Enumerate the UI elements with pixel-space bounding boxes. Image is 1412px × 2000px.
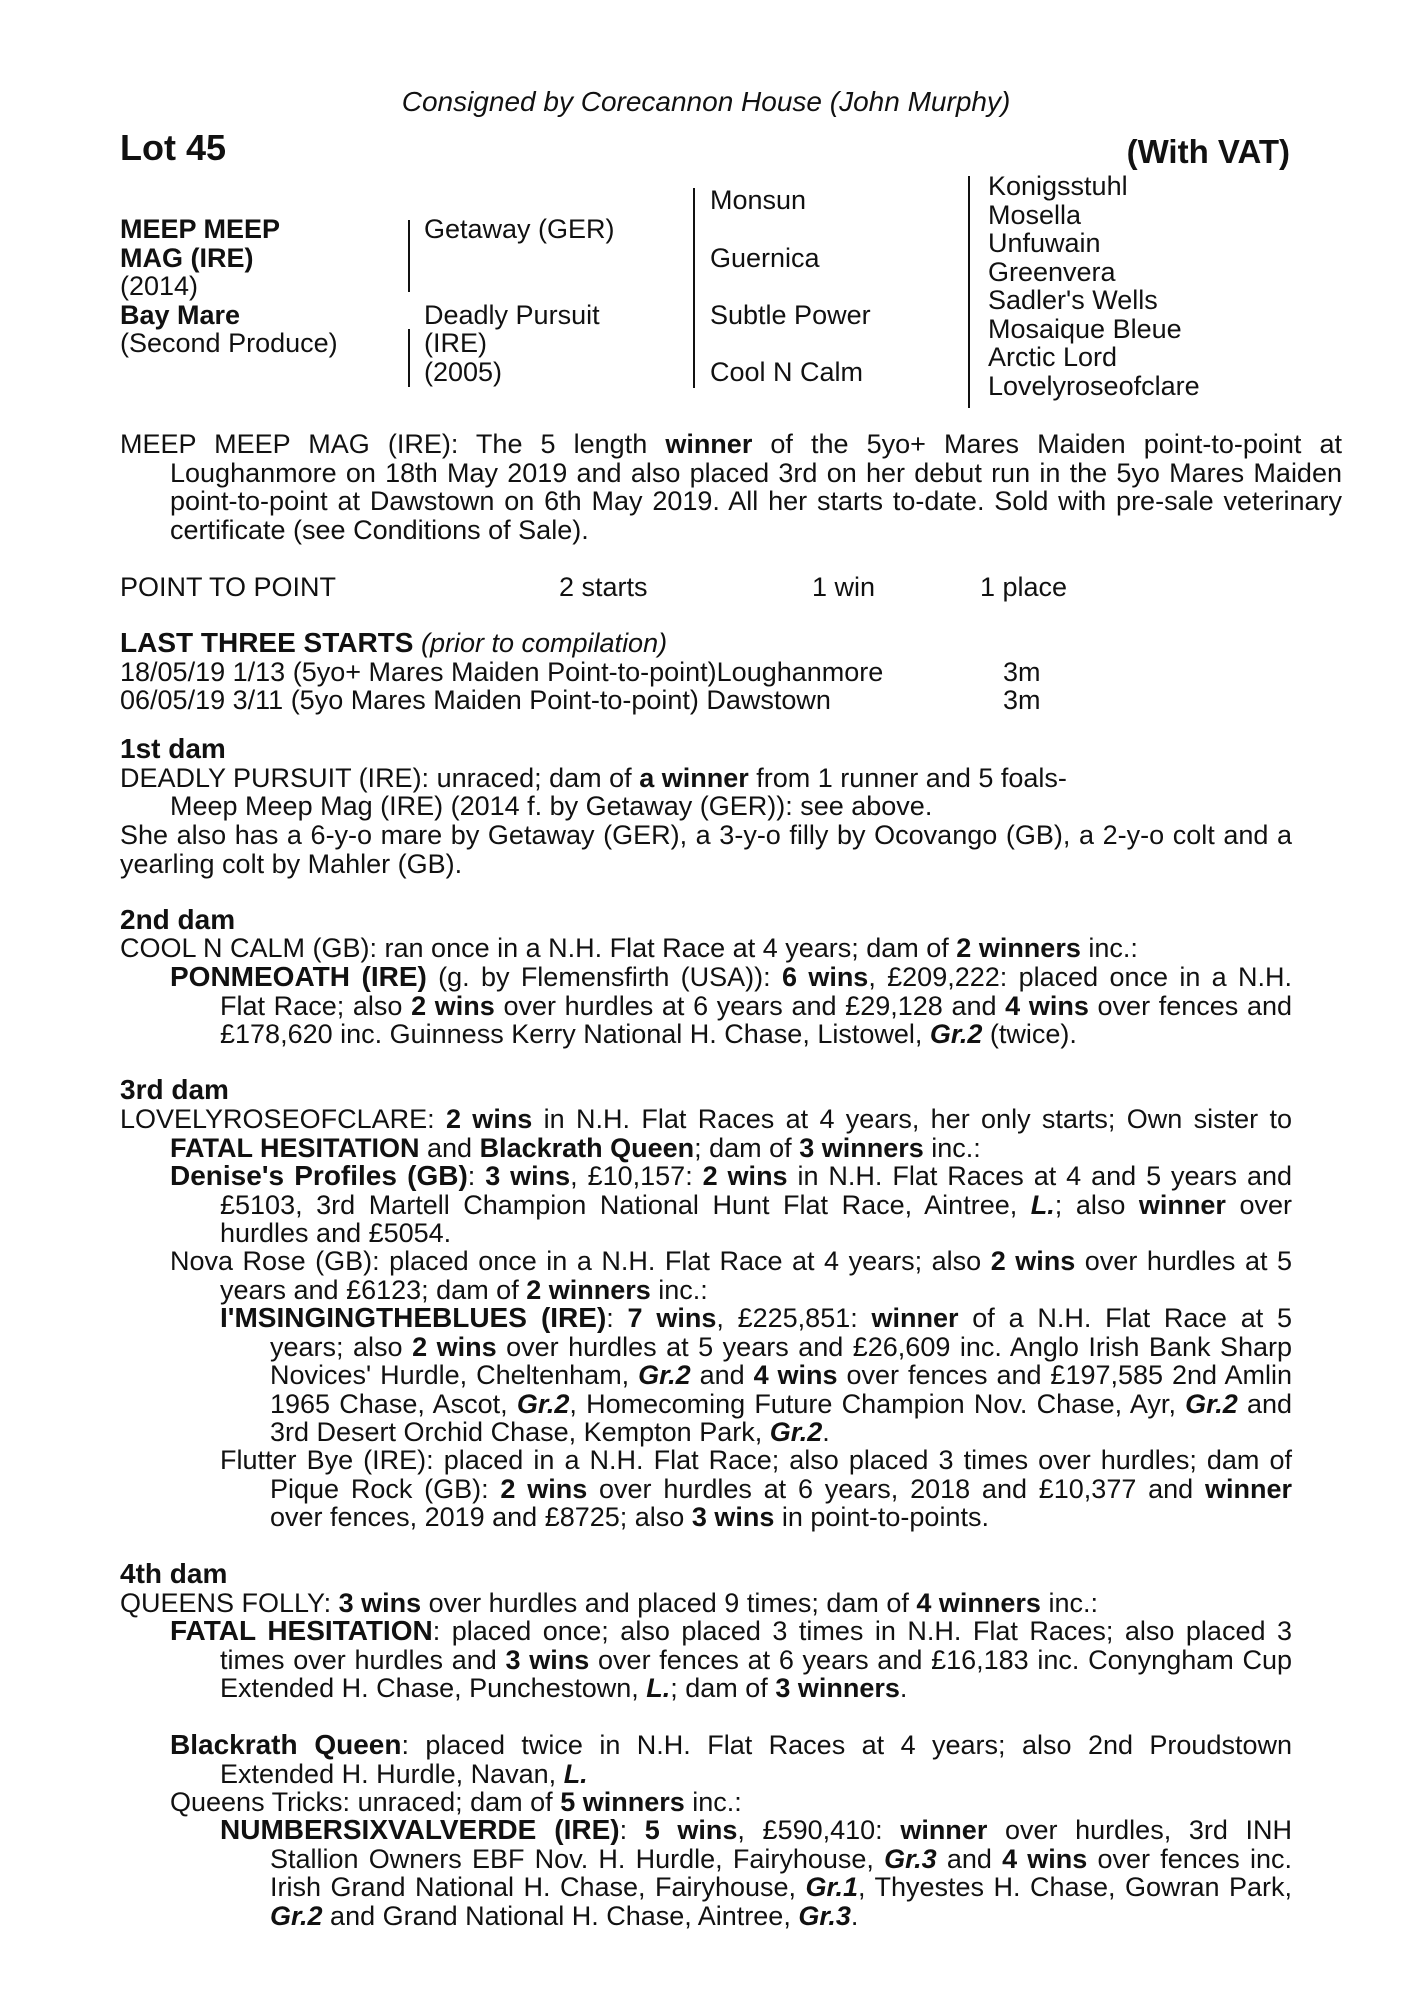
text-bold: 3 winners xyxy=(775,1673,900,1703)
pedigree-gen4: Greenvera xyxy=(988,257,1116,287)
text-bold: 5 wins xyxy=(644,1815,738,1845)
text: COOL N CALM (GB): ran once in a N.H. Flat Race at 4 years; dam of xyxy=(120,933,957,963)
progeny-blackrath-queen xyxy=(170,1729,1293,1789)
pedigree-gen4: Mosella xyxy=(988,200,1082,230)
text: inc.: xyxy=(923,1132,981,1163)
pedigree-gen4: Arctic Lord xyxy=(988,342,1118,372)
text: (g. by Flemensfirth (USA)): xyxy=(426,962,782,992)
text-bold: FATAL HESITATION xyxy=(170,1615,433,1646)
text-bold: NUMBERSIXVALVERDE (IRE) xyxy=(220,1814,620,1845)
dam-year: (2005) xyxy=(424,357,503,387)
last-three-note: (prior to compilation) xyxy=(421,628,668,658)
grade: L. xyxy=(1030,1189,1055,1220)
fourth-dam-line xyxy=(120,1589,1292,1618)
start-date: 06/05/19 xyxy=(120,685,226,715)
summary-winner: winner xyxy=(665,429,753,459)
text: over hurdles at 6 years, 2018 and £10,377 and xyxy=(587,1473,1205,1504)
first-dam-other-produce: She also has a 6-y-o mare by Getaway (GER), a 3-y-o filly by Ocovango (GB), a 2-y-o colt and a yearling colt by Mahler (GB). xyxy=(120,820,1292,879)
progeny-nova-rose xyxy=(170,1246,1293,1305)
first-dam-line xyxy=(120,764,1292,793)
text: and xyxy=(690,1360,754,1390)
text: in N.H. Flat Races at 4 and 5 years and £5103, 3rd Martell Champion National Hunt Flat Race, Aintree, xyxy=(220,1161,1292,1220)
text: inc.: xyxy=(1080,933,1138,963)
second-dam-heading: 2nd dam xyxy=(120,904,236,935)
text-bold: 2 wins xyxy=(702,1161,788,1191)
text: ; dam of xyxy=(694,1132,800,1163)
first-dam-produce: Meep Meep Mag (IRE) (2014 f. by Getaway (GER)): see above. xyxy=(170,791,933,821)
text: from 1 runner and 5 foals- xyxy=(748,763,1067,793)
text-bold: 2 wins xyxy=(412,1331,497,1362)
grade: Gr.3 xyxy=(798,1900,851,1931)
text: in point-to-points. xyxy=(774,1502,989,1532)
vat-note: (With VAT) xyxy=(1126,133,1290,170)
start-row xyxy=(120,658,883,687)
start-race: (5yo+ Mares Maiden Point-to-point) xyxy=(292,657,717,687)
text: over hurdles, 3rd INH Stallion Owners EBF Nov. H. Hurdle, Fairyhouse, xyxy=(270,1815,1292,1874)
text: Flutter Bye (IRE): placed in a N.H. Flat Race; also placed 3 times over hurdles; dam of Pique Rock (GB): xyxy=(220,1445,1292,1504)
start-distance: 3m xyxy=(1003,657,1041,687)
lot-number: Lot 45 xyxy=(120,127,227,168)
text: of a N.H. Flat Race at 5 years; also xyxy=(270,1303,1292,1362)
record-starts: 2 starts xyxy=(559,572,648,602)
start-date: 18/05/19 xyxy=(120,657,226,687)
record-label: POINT TO POINT xyxy=(120,572,337,602)
start-race: (5yo Mares Maiden Point-to-point) xyxy=(290,685,699,715)
progeny-flutter-bye xyxy=(220,1445,1292,1532)
text: over fences at 6 years and £16,183 inc. Conyngham Cup Extended H. Chase, Punchestown, xyxy=(220,1644,1292,1703)
start-position: 1/13 xyxy=(232,657,286,687)
text: and xyxy=(936,1843,1003,1874)
text-bold: 2 wins xyxy=(500,1473,588,1504)
text-bold: 3 wins xyxy=(485,1161,571,1191)
text: over hurdles at 6 years and £29,128 and xyxy=(494,990,1006,1021)
pedigree-gen3: Guernica xyxy=(710,243,820,273)
text: DEADLY PURSUIT (IRE): unraced; dam of xyxy=(120,763,640,793)
text-bold: 3 wins xyxy=(691,1502,775,1532)
text-bold: 2 winners xyxy=(526,1274,651,1305)
text: (twice). xyxy=(982,1019,1077,1049)
text-bold: winner xyxy=(1204,1473,1292,1504)
sire: Getaway (GER) xyxy=(424,214,615,244)
dam: Deadly Pursuit xyxy=(424,300,600,330)
grade: Gr.2 xyxy=(769,1417,823,1447)
pedigree-divider xyxy=(693,188,695,388)
text: . xyxy=(850,1900,859,1931)
text-bold: a winner xyxy=(639,763,749,793)
text-bold: PONMEOATH (IRE) xyxy=(170,961,427,992)
pedigree-gen4: Unfuwain xyxy=(988,228,1101,258)
consignor-line: Consigned by Corecannon House (John Murphy) xyxy=(401,86,1011,117)
grade: Gr.2 xyxy=(929,1019,983,1049)
progeny-fatal-hesitation xyxy=(170,1615,1292,1703)
pedigree-divider xyxy=(408,329,410,387)
start-distance: 3m xyxy=(1003,685,1041,715)
text-bold: 4 wins xyxy=(753,1360,838,1390)
text: over fences inc. Irish Grand National H. Chase, Fairyhouse, xyxy=(270,1843,1293,1902)
pedigree-gen4: Konigsstuhl xyxy=(988,171,1128,201)
text: ; dam of xyxy=(670,1673,776,1703)
text: over fences and £197,585 2nd Amlin 1965 Chase, Ascot, xyxy=(270,1360,1292,1419)
text: inc.: xyxy=(684,1787,742,1817)
grade: Gr.1 xyxy=(805,1872,859,1902)
pedigree-gen3: Cool N Calm xyxy=(710,357,864,387)
third-dam-heading: 3rd dam xyxy=(120,1074,229,1105)
progeny-ponmeoath xyxy=(170,961,1293,1049)
text: : xyxy=(619,1815,645,1845)
horse-name-line2: MAG (IRE) xyxy=(120,243,254,273)
text: , £225,851: xyxy=(716,1303,872,1333)
text: and xyxy=(419,1132,480,1163)
text: , £209,222: placed once in a N.H. Flat Race; also xyxy=(220,962,1292,1021)
text: QUEENS FOLLY: xyxy=(120,1588,339,1618)
start-course: Dawstown xyxy=(706,685,831,715)
text: and Grand National H. Chase, Aintree, xyxy=(322,1900,799,1931)
text: : xyxy=(467,1161,486,1191)
text-bold: winner xyxy=(871,1303,959,1333)
text-bold: winner xyxy=(900,1815,988,1845)
text: ; also xyxy=(1054,1189,1139,1220)
race-summary xyxy=(120,430,1342,544)
grade: Gr.2 xyxy=(1185,1388,1238,1419)
grade: Gr.2 xyxy=(638,1360,691,1390)
text-bold: 4 wins xyxy=(1002,1843,1088,1874)
grade: Gr.2 xyxy=(516,1388,570,1419)
text: , £10,157: xyxy=(570,1161,703,1191)
text-bold: I'MSINGINGTHEBLUES (IRE) xyxy=(220,1302,607,1333)
text: Queens Tricks: unraced; dam of xyxy=(170,1787,561,1817)
text-bold: Denise's Profiles (GB) xyxy=(170,1160,468,1191)
text: over hurdles at 5 years and £26,609 inc. Anglo Irish Bank Sharp Novices' Hurdle, Cheltenham, xyxy=(270,1331,1293,1390)
pedigree-divider xyxy=(968,176,970,408)
fourth-dam-heading: 4th dam xyxy=(120,1558,228,1589)
text-bold: 6 wins xyxy=(781,962,869,992)
text: , Homecoming Future Champion Nov. Chase, Ayr, xyxy=(569,1388,1186,1419)
text: LOVELYROSEOFCLARE: xyxy=(120,1104,446,1134)
grade: Gr.3 xyxy=(884,1843,937,1874)
text: , Thyestes H. Chase, Gowran Park, xyxy=(858,1872,1292,1902)
text: . xyxy=(822,1417,830,1447)
grade: Gr.2 xyxy=(270,1900,323,1931)
text: Nova Rose (GB): placed once in a N.H. Flat Race at 4 years; also xyxy=(170,1246,991,1276)
start-row xyxy=(120,686,831,715)
pedigree-gen4: Lovelyroseofclare xyxy=(988,371,1200,401)
grade: L. xyxy=(563,1758,588,1789)
pedigree-gen4: Mosaique Bleue xyxy=(988,314,1182,344)
text-bold: 3 wins xyxy=(505,1644,590,1675)
dam-country: (IRE) xyxy=(424,328,487,358)
text: : placed twice in N.H. Flat Races at 4 years; also 2nd Proudstown Extended H. Hurdle, Navan, xyxy=(220,1730,1293,1789)
text: in N.H. Flat Races at 4 years, her only starts; Own sister to xyxy=(532,1104,1292,1134)
text-bold: Blackrath Queen xyxy=(479,1132,695,1163)
horse-produce: (Second Produce) xyxy=(120,328,338,358)
record-wins: 1 win xyxy=(812,572,876,602)
text-bold: 3 winners xyxy=(799,1132,924,1163)
text-bold: winner xyxy=(1138,1189,1226,1220)
pedigree-divider xyxy=(408,220,410,292)
text-bold: 5 winners xyxy=(560,1787,685,1817)
last-three-title: LAST THREE STARTS xyxy=(120,627,414,658)
text-bold: Blackrath Queen xyxy=(170,1729,402,1760)
horse-name-line1: MEEP MEEP xyxy=(120,214,281,244)
pedigree-gen3: Monsun xyxy=(710,185,807,215)
text: over hurdles and £5054. xyxy=(220,1189,1292,1248)
text: inc.: xyxy=(1040,1588,1098,1618)
text: over fences, 2019 and £8725; also xyxy=(270,1502,692,1532)
text-bold: 2 wins xyxy=(445,1104,533,1134)
grade: L. xyxy=(646,1673,671,1703)
record-places: 1 place xyxy=(980,572,1068,602)
text-bold: 4 wins xyxy=(1005,990,1089,1021)
text: over hurdles and placed 9 times; dam of xyxy=(421,1588,917,1618)
summary-name: MEEP MEEP MAG (IRE): The 5 length xyxy=(120,429,666,459)
first-dam-heading: 1st dam xyxy=(120,733,226,764)
progeny-numbersixvalverde xyxy=(220,1814,1293,1931)
text: : placed once; also placed 3 times in N.H. Flat Races; also placed 3 times over hurdles and xyxy=(220,1616,1292,1675)
text-bold: 4 winners xyxy=(916,1588,1041,1618)
text-bold: 2 wins xyxy=(990,1246,1076,1276)
pedigree-gen4: Sadler's Wells xyxy=(988,285,1158,315)
progeny-denises-profiles xyxy=(170,1160,1292,1248)
summary-rest: of the 5yo+ Mares Maiden point-to-point at Loughanmore on 18th May 2019 and also placed 3rd on her debut run in the 5yo Mares Maiden point-to-point at Dawstown on 6th May 2019. All her starts to-date. Sold with pre-sale veterinary certificate (see Conditions of Sale). xyxy=(170,429,1342,545)
third-dam-line xyxy=(120,1104,1292,1163)
text-bold: 3 wins xyxy=(338,1588,422,1618)
text-bold: 2 winners xyxy=(956,933,1081,963)
text: inc.: xyxy=(650,1274,708,1305)
text: : xyxy=(606,1303,628,1333)
text-bold: 2 wins xyxy=(411,990,495,1021)
text: over fences and £178,620 inc. Guinness Kerry National H. Chase, Listowel, xyxy=(220,990,1293,1049)
horse-sex: Bay Mare xyxy=(120,300,241,330)
progeny-imsingingtheblues xyxy=(220,1302,1293,1447)
pedigree-gen3: Subtle Power xyxy=(710,300,871,330)
text: , £590,410: xyxy=(737,1815,901,1845)
text-bold: 7 wins xyxy=(627,1303,717,1333)
horse-year: (2014) xyxy=(120,271,199,301)
text-bold: FATAL HESITATION xyxy=(170,1132,420,1163)
text: . xyxy=(899,1673,908,1703)
text: over hurdles at 5 years and £6123; dam of xyxy=(220,1246,1293,1305)
start-position: 3/11 xyxy=(232,685,284,715)
start-course: Loughanmore xyxy=(716,657,884,687)
text: and 3rd Desert Orchid Chase, Kempton Park, xyxy=(270,1388,1292,1447)
progeny-queens-tricks xyxy=(170,1787,1292,1817)
second-dam-line xyxy=(120,934,1292,963)
